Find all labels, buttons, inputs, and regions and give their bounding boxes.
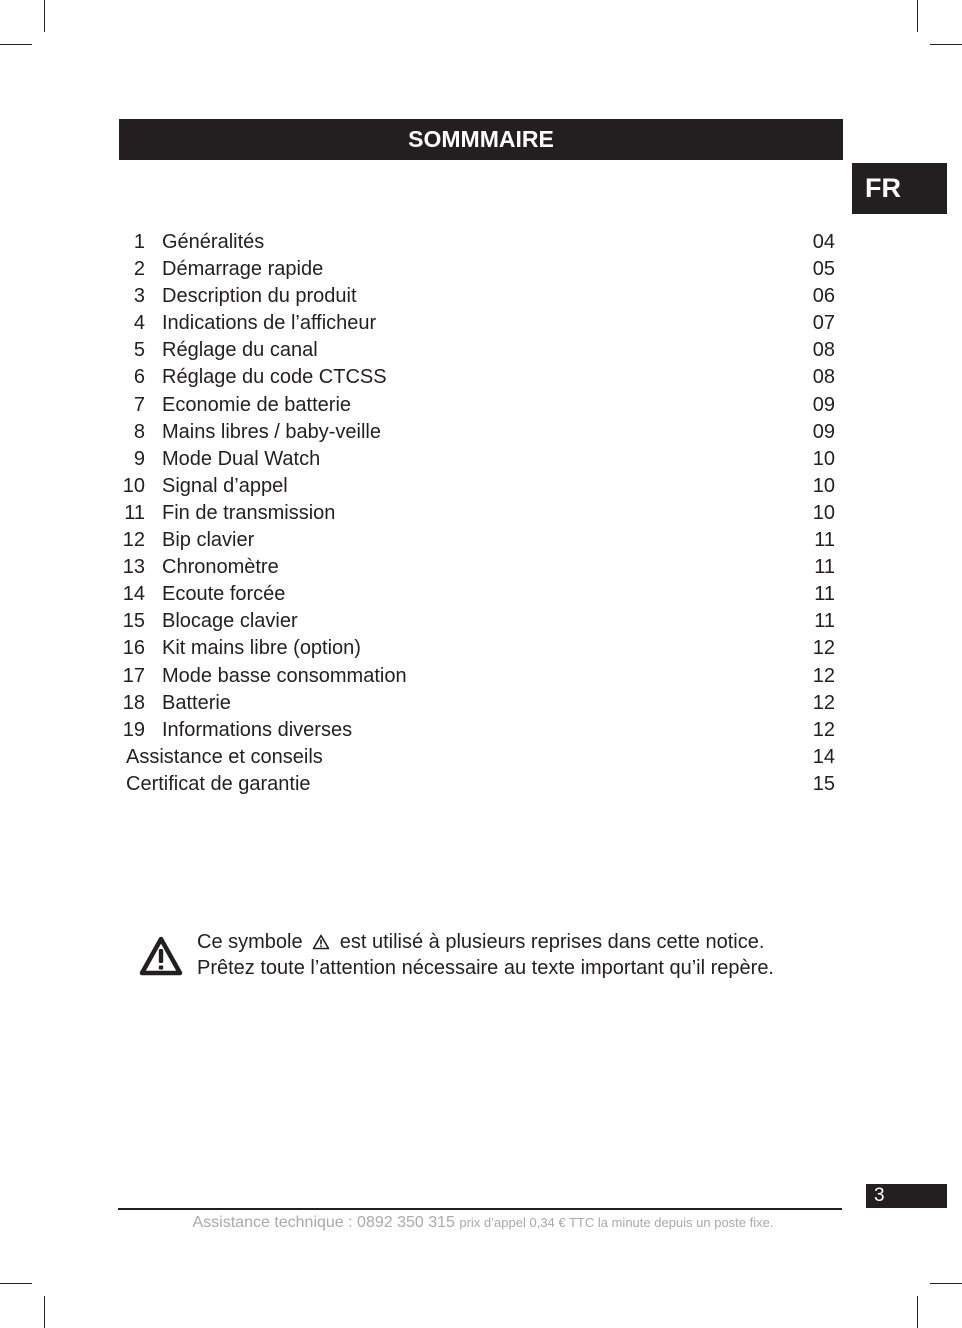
toc-entry-page: 11 — [814, 556, 835, 579]
toc-entry — [119, 419, 835, 446]
toc-entry-page: 04 — [812, 231, 835, 253]
toc-entry-page: 15 — [812, 772, 835, 795]
toc-entry-number: 8 — [133, 420, 145, 443]
toc-entry-number: 1 — [133, 231, 145, 253]
crop-mark — [44, 1296, 45, 1328]
toc-entry — [119, 554, 835, 581]
crop-mark — [917, 1296, 918, 1328]
toc-entry-page: 12 — [812, 664, 835, 687]
footer-support — [118, 1214, 848, 1232]
toc-entry-page: 06 — [812, 285, 835, 308]
toc-entry-label: Chronomètre — [162, 556, 279, 579]
toc-entry-label: Indications de l’afficheur — [162, 312, 377, 335]
toc-entry — [119, 690, 835, 717]
toc-entry — [119, 446, 835, 473]
toc-entry-page: 08 — [812, 366, 835, 389]
toc-entry-label: Certificat de garantie — [126, 772, 311, 795]
toc-entry-label: Description du produit — [162, 285, 357, 308]
page-number: 3 — [866, 1184, 947, 1208]
notice-text — [197, 930, 805, 981]
crop-mark — [930, 1283, 962, 1284]
toc-entry-label: Mains libres / baby-veille — [162, 420, 381, 443]
toc-entry — [119, 310, 835, 337]
footer-divider — [118, 1208, 842, 1210]
toc-entry-label: Réglage du canal — [162, 339, 318, 362]
toc-entry — [119, 635, 835, 662]
toc-entry-number: 14 — [122, 583, 145, 606]
toc-entry-number: 17 — [122, 664, 145, 687]
toc-entry-label: Démarrage rapide — [162, 258, 324, 281]
page-title: SOMMMAIRE — [119, 119, 843, 160]
toc-entry-label: Informations diverses — [162, 718, 353, 741]
toc-entry-number: 11 — [124, 501, 145, 524]
toc-entry — [119, 608, 835, 635]
inline-warning-icon — [312, 934, 330, 950]
toc-entry-number: 19 — [122, 718, 145, 741]
table-of-contents — [119, 229, 835, 798]
toc-entry-number: 2 — [133, 258, 145, 281]
toc-entry-label: Mode basse consommation — [162, 664, 407, 687]
toc-entry-label: Blocage clavier — [162, 610, 298, 633]
toc-entry-number: 18 — [122, 691, 145, 714]
notice-text-before: Ce symbole — [197, 931, 303, 953]
notice-text-after: est utilisé à plusieurs reprises dans cette notice. — [339, 931, 765, 953]
toc-entry-label: Kit mains libre (option) — [162, 637, 361, 660]
toc-entry-page: 11 — [814, 583, 835, 606]
toc-entry — [119, 744, 835, 771]
toc-entry-label: Mode Dual Watch — [162, 447, 321, 470]
toc-entry-label: Batterie — [162, 691, 231, 714]
toc-entry-label: Signal d’appel — [162, 474, 288, 497]
toc-entry-page: 11 — [814, 529, 835, 552]
toc-entry — [119, 581, 835, 608]
toc-entry-number: 6 — [133, 366, 145, 389]
toc-entry-label: Ecoute forcée — [162, 583, 286, 606]
toc-entry — [119, 527, 835, 554]
toc-entry-page: 12 — [812, 637, 835, 660]
toc-entry-page: 12 — [812, 691, 835, 714]
toc-entry-label: Généralités — [162, 231, 265, 253]
toc-entry-number: 5 — [133, 339, 145, 362]
toc-entry — [119, 229, 835, 256]
toc-entry — [119, 337, 835, 364]
toc-entry-page: 05 — [812, 258, 835, 281]
footer-support-main: Assistance technique : 0892 350 315 — [192, 1214, 455, 1231]
toc-entry — [119, 663, 835, 690]
toc-entry-label: Economie de batterie — [162, 393, 352, 416]
toc-entry-page: 10 — [812, 474, 835, 497]
toc-entry-label: Réglage du code CTCSS — [162, 366, 387, 389]
toc-entry-number: 7 — [133, 393, 145, 416]
toc-entry — [119, 473, 835, 500]
toc-entry-page: 11 — [814, 610, 835, 633]
toc-entry-number: 10 — [122, 474, 145, 497]
toc-entry-label: Bip clavier — [162, 529, 255, 552]
crop-mark — [917, 0, 918, 32]
toc-entry-page: 14 — [812, 745, 835, 768]
toc-entry-page: 10 — [812, 501, 835, 524]
toc-entry-page: 08 — [812, 339, 835, 362]
toc-entry-number: 15 — [122, 610, 145, 633]
toc-entry — [119, 256, 835, 283]
crop-mark — [0, 44, 32, 45]
toc-entry — [119, 392, 835, 419]
toc-entry-page: 07 — [812, 312, 835, 335]
toc-entry — [119, 364, 835, 391]
toc-entry-page: 12 — [812, 718, 835, 741]
toc-entry-number: 12 — [122, 529, 145, 552]
toc-entry — [119, 283, 835, 310]
toc-entry — [119, 771, 835, 798]
toc-entry-number: 9 — [133, 447, 145, 470]
toc-entry-page: 10 — [812, 447, 835, 470]
toc-entry-page: 09 — [812, 393, 835, 416]
footer-support-small: prix d’appel 0,34 € TTC la minute depuis un poste fixe. — [459, 1215, 774, 1230]
toc-entry-label: Fin de transmission — [162, 501, 336, 524]
toc-entry — [119, 500, 835, 527]
toc-entry-label: Assistance et conseils — [126, 745, 323, 768]
language-tab: FR — [852, 163, 947, 214]
warning-triangle-icon — [139, 936, 183, 976]
toc-entry-number: 13 — [122, 556, 145, 579]
toc-entry-number: 4 — [133, 312, 145, 335]
toc-entry-number: 3 — [133, 285, 145, 308]
crop-mark — [0, 1283, 32, 1284]
crop-mark — [930, 44, 962, 45]
toc-entry-page: 09 — [812, 420, 835, 443]
toc-entry-number: 16 — [122, 637, 145, 660]
notice-line-2: Prêtez toute l’attention nécessaire au texte important qu’il repère. — [197, 956, 774, 979]
crop-mark — [44, 0, 45, 32]
toc-entry — [119, 717, 835, 744]
